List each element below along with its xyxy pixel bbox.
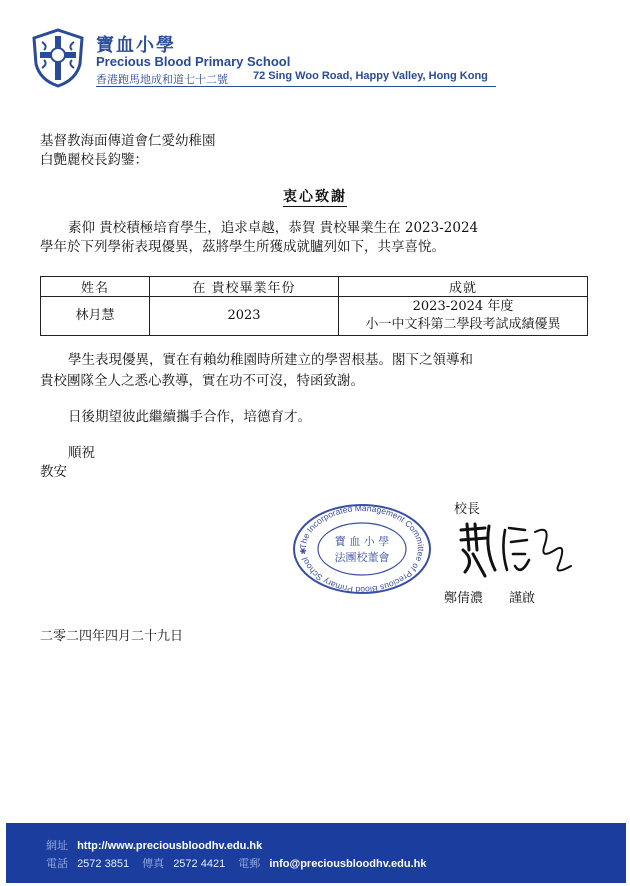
footer-bar (6, 823, 626, 883)
footer-email-link[interactable]: info@preciousbloodhv.edu.hk (269, 858, 427, 870)
paragraph-3: 日後期望彼此繼續攜手合作，培德育才。 (68, 409, 311, 425)
recipient-organization: 基督教海面傳道會仁愛幼稚園 (40, 133, 216, 149)
achievement-table (40, 276, 588, 336)
address-en: 72 Sing Woo Road, Happy Valley, Hong Kong (253, 70, 488, 82)
seal-center-line-2: 法團校董會 (334, 551, 390, 564)
school-name-en: Precious Blood Primary School (96, 54, 291, 69)
school-crest-icon (30, 28, 86, 88)
header-achievement: 成就 (339, 277, 588, 297)
paragraph-2-line-1: 學生表現優異，實在有賴幼稚園時所建立的學習根基。閣下之領導和 (68, 352, 473, 368)
school-name-cn: 寶血小學 (96, 35, 176, 56)
principal-title: 校長 (454, 502, 481, 517)
footer-tel-label: 電話 (46, 858, 68, 870)
footer-email-label: 電郵 (238, 858, 261, 870)
footer-website-link[interactable]: http://www.preciousbloodhv.edu.hk (77, 840, 263, 852)
school-seal-icon (292, 503, 432, 595)
footer-fax: 2572 4421 (173, 858, 226, 870)
recipient-name: 白艷麗校長鈞鑒： (40, 152, 148, 168)
cell-achievement (339, 297, 588, 336)
footer-contact-line (46, 855, 427, 871)
letter-date: 二零二四年四月二十九日 (40, 629, 184, 644)
letter-title-text: 衷心致謝 (283, 189, 347, 205)
signer-name: 鄭倩濃 謹啟 (444, 591, 536, 606)
signature-icon (455, 520, 575, 580)
closing-salutation-1: 順祝 (68, 445, 95, 461)
paragraph-1-line-1: 素仰 貴校積極培育學生，追求卓越，恭賀 貴校畢業生在 2023-2024 (68, 220, 479, 236)
address-cn: 香港跑馬地成和道七十二號 (96, 73, 228, 86)
footer-web-label: 網址 (46, 840, 68, 852)
letter-title (0, 186, 630, 206)
footer-tel: 2572 3851 (77, 858, 130, 870)
cell-student-name: 林月慧 (41, 297, 150, 336)
paragraph-1-line-2: 學年於下列學術表現優異，茲將學生所獲成就臚列如下，共享喜悅。 (40, 239, 445, 255)
footer-fax-label: 傳真 (142, 858, 165, 870)
footer-web-line (46, 837, 262, 853)
achievement-line-1: 2023-2024 年度 (412, 299, 514, 314)
letterhead-divider (96, 86, 496, 87)
header-graduation-year: 在 貴校畢業年份 (150, 277, 339, 297)
cell-graduation-year: 2023 (150, 297, 339, 336)
achievement-line-2: 小一中文科第二學段考試成績優異 (365, 317, 561, 332)
closing-salutation-2: 教安 (40, 464, 67, 480)
paragraph-2-line-2: 貴校團隊全人之悉心教導，實在功不可沒，特函致謝。 (40, 373, 364, 389)
header-name: 姓名 (41, 277, 150, 297)
svg-text:The Incorporated Management Co (298, 503, 426, 595)
table-row (41, 297, 588, 336)
seal-center-line-1: 寶 血 小 學 (334, 535, 390, 548)
seal-ring-text: The Incorporated Management Committee of Precious Blood Primary School ✱ (297, 503, 427, 595)
table-header-row (41, 277, 588, 297)
